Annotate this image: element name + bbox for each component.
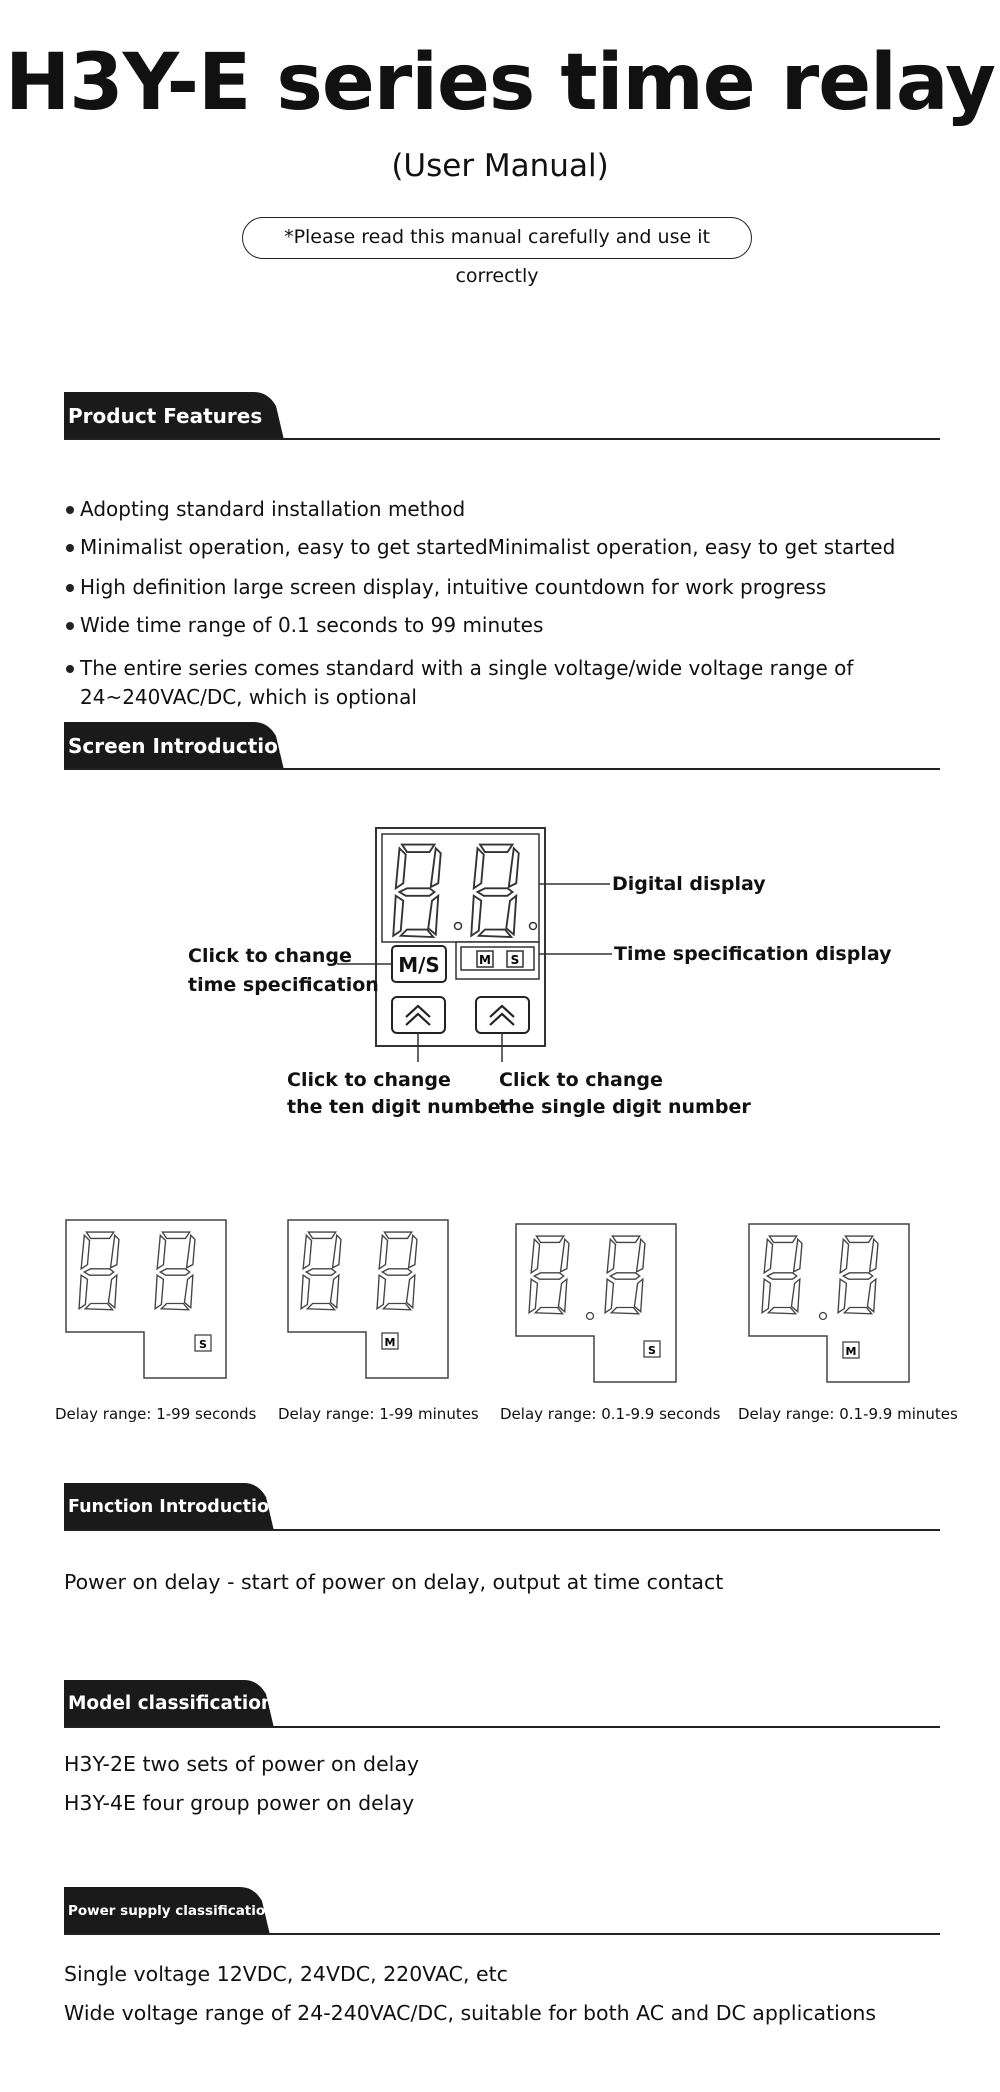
page-title: H3Y-E series time relay bbox=[5, 38, 995, 128]
section-title: Power supply classification bbox=[68, 1903, 275, 1919]
bullet-icon bbox=[66, 665, 74, 673]
section-title: Function Introduction bbox=[68, 1497, 282, 1517]
page-subtitle: (User Manual) bbox=[391, 148, 609, 184]
feature-item: Wide time range of 0.1 seconds to 99 minutes bbox=[64, 611, 944, 640]
section-header-product-features bbox=[64, 392, 940, 440]
section-divider bbox=[64, 438, 940, 440]
bullet-icon bbox=[66, 544, 74, 552]
section-header-power-supply-classification bbox=[64, 1887, 940, 1935]
section-title: Product Features bbox=[68, 404, 263, 428]
example-display-decimal-seconds bbox=[516, 1224, 676, 1382]
feature-item: High definition large screen display, intuitive countdown for work progress bbox=[64, 573, 944, 602]
read-manual-notice: *Please read this manual carefully and use it correctly bbox=[242, 217, 752, 259]
feature-item: The entire series comes standard with a single voltage/wide voltage range of 24~240VAC/DC, which is optional bbox=[64, 654, 944, 712]
ms-button-label: M/S bbox=[398, 953, 440, 977]
bullet-icon bbox=[66, 506, 74, 514]
bullet-icon bbox=[66, 622, 74, 630]
example-caption: Delay range: 1-99 seconds bbox=[55, 1405, 257, 1423]
model-item: H3Y-4E four group power on delay bbox=[64, 1791, 415, 1815]
unit-indicator: S bbox=[648, 1344, 656, 1357]
unit-indicator: M bbox=[384, 1336, 396, 1349]
single-digit-label-line1: Click to change bbox=[499, 1069, 663, 1091]
change-spec-label-line2: time specification bbox=[188, 974, 379, 996]
ten-digit-label-line2: the ten digit number bbox=[287, 1096, 510, 1118]
unit-indicator: M bbox=[845, 1345, 857, 1358]
unit-indicator: S bbox=[199, 1338, 207, 1351]
example-display-minutes bbox=[288, 1220, 448, 1378]
single-digit-label-line2: the single digit number bbox=[499, 1096, 751, 1118]
time-spec-display-label: Time specification display bbox=[614, 943, 892, 965]
bullet-icon bbox=[66, 584, 74, 592]
section-divider bbox=[64, 1726, 940, 1728]
section-divider bbox=[64, 1529, 940, 1531]
example-caption: Delay range: 0.1-9.9 minutes bbox=[738, 1405, 958, 1423]
section-header-screen-introduction bbox=[64, 722, 940, 770]
section-divider bbox=[64, 1933, 940, 1935]
power-item: Wide voltage range of 24-240VAC/DC, suitable for both AC and DC applications bbox=[64, 2001, 877, 2025]
change-spec-label-line1: Click to change bbox=[188, 945, 352, 967]
example-display-seconds bbox=[66, 1220, 226, 1378]
model-item: H3Y-2E two sets of power on delay bbox=[64, 1752, 420, 1776]
section-header-model-classification bbox=[64, 1680, 940, 1728]
section-title: Screen Introduction bbox=[68, 734, 293, 758]
ten-digit-label-line1: Click to change bbox=[287, 1069, 451, 1091]
section-header-function-introduction bbox=[64, 1483, 940, 1531]
example-caption: Delay range: 1-99 minutes bbox=[278, 1405, 479, 1423]
feature-item: Adopting standard installation method bbox=[64, 495, 944, 524]
section-divider bbox=[64, 768, 940, 770]
indicator-s: S bbox=[510, 953, 520, 967]
display-examples bbox=[0, 1210, 1000, 1390]
example-display-decimal-minutes bbox=[749, 1224, 909, 1382]
power-item: Single voltage 12VDC, 24VDC, 220VAC, etc bbox=[64, 1962, 508, 1986]
digital-display-label: Digital display bbox=[612, 873, 766, 895]
example-caption: Delay range: 0.1-9.9 seconds bbox=[500, 1405, 721, 1423]
section-title: Model classification bbox=[68, 1693, 275, 1714]
feature-item: Minimalist operation, easy to get startedMinimalist operation, easy to get started bbox=[64, 533, 944, 562]
indicator-m: M bbox=[479, 953, 491, 967]
function-description: Power on delay - start of power on delay, output at time contact bbox=[64, 1570, 724, 1594]
